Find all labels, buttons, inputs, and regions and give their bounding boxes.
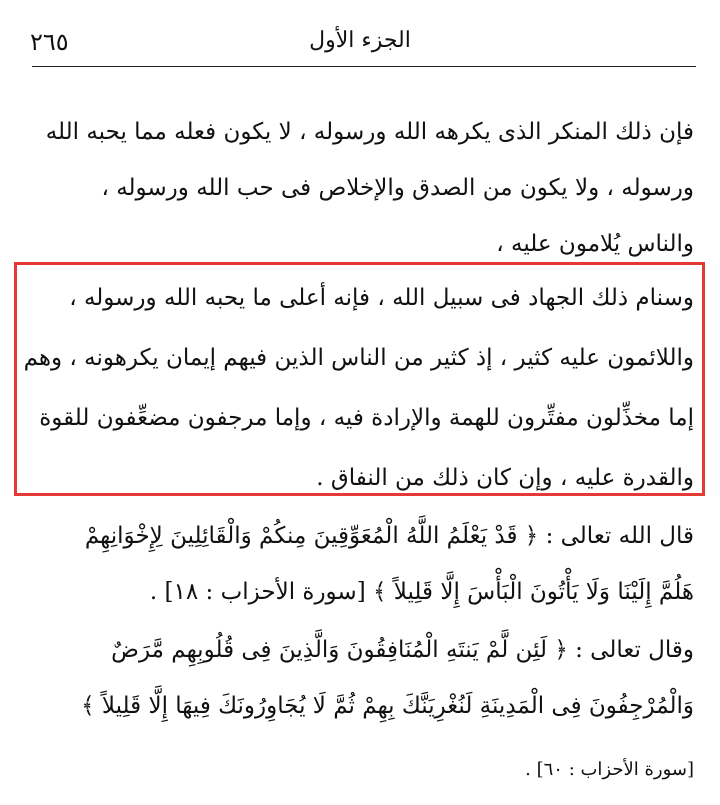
- text-line: إما مخذِّلون مفتِّرون للهمة والإرادة فيه ، وإما مرجفون مضعِّفون للقوة: [39, 405, 694, 431]
- text-line: وَالْمُرْجِفُونَ فِى الْمَدِينَةِ لَنُغْرِيَنَّكَ بِهِمْ ثُمَّ لَا يُجَاوِرُونَكَ فِيهَا إِلَّا قَلِيلاً ﴾: [81, 693, 694, 719]
- text-line: هَلُمَّ إِلَيْنَا وَلَا يَأْتُونَ الْبَأْسَ إِلَّا قَلِيلاً ﴾ [سورة الأحزاب : ١٨] .: [149, 579, 694, 605]
- page-header: [20, 22, 700, 62]
- paragraph-2-highlighted: [23, 268, 694, 508]
- text-line: [سورة الأحزاب : ٦٠] .: [525, 759, 694, 780]
- quran-quote-2: [28, 622, 694, 734]
- page-number: ٢٦٥: [30, 28, 69, 56]
- text-line: والقدرة عليه ، وإن كان ذلك من النفاق .: [316, 465, 694, 491]
- paragraph-1: [28, 104, 694, 272]
- text-line: وسنام ذلك الجهاد فى سبيل الله ، فإنه أعلى ما يحبه الله ورسوله ،: [69, 285, 694, 311]
- text-line: والناس يُلامون عليه ،: [496, 231, 694, 257]
- text-line: فإن ذلك المنكر الذى يكرهه الله ورسوله ، لا يكون فعله مما يحبه الله: [45, 119, 694, 145]
- text-line: واللائمون عليه كثير ، إذ كثير من الناس الذين فيهم إيمان يكرهونه ، وهم: [23, 345, 694, 371]
- text-line: ورسوله ، ولا يكون من الصدق والإخلاص فى حب الله ورسوله ،: [101, 175, 694, 201]
- text-line: وقال تعالى : ﴿ لَئِن لَّمْ يَنتَهِ الْمُنَافِقُونَ وَالَّذِينَ فِى قُلُوبِهِم مَّرَضٌ: [111, 637, 694, 663]
- citation-line: [28, 742, 694, 798]
- quran-quote-1: [28, 508, 694, 620]
- running-title: الجزء الأول: [309, 28, 411, 53]
- header-rule: [32, 66, 696, 67]
- text-line: قال الله تعالى : ﴿ قَدْ يَعْلَمُ اللَّهُ الْمُعَوِّقِينَ مِنكُمْ وَالْقَائِلِينَ لِإِخْوَانِهِمْ: [84, 523, 694, 549]
